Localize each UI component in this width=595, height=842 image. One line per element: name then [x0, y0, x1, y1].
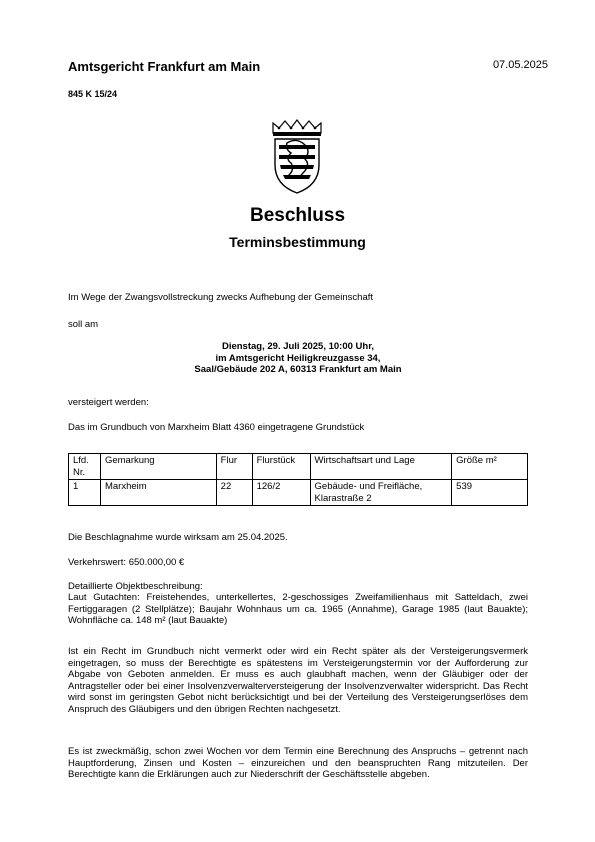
table-cell: 126/2: [252, 480, 310, 506]
file-number: 845 K 15/24: [68, 89, 118, 99]
table-cell: Gebäude- und Freifläche, Klarastraße 2: [310, 480, 452, 506]
rechte-paragraph: Ist ein Recht im Grundbuch nicht vermerkt oder wird ein Recht später als der Versteigerungsvermerk eingetragen, so muss der Berechtigte es spätestens im Versteigerungstermin vor der Aufforderung zur Abgabe von Geboten anmelden. Er muss es auch glaubhaft machen, wenn der Gläubiger oder der Antragsteller oder bei einer Insolvenzverwalterversteigerung der Insolvenzverwalter widerspricht. Das Recht wird sonst im geringsten Gebot nicht berücksichtigt und bei der Verteilung des Versteigerungserlöses dem Anspruch des Gläubigers und den übrigen Rechten nachgesetzt.: [68, 646, 528, 715]
appointment-date: Dienstag, 29. Juli 2025, 10:00 Uhr,: [221, 341, 375, 352]
soll-am-text: soll am: [68, 319, 99, 330]
column-header: Flur: [216, 454, 252, 480]
column-header: Gemarkung: [100, 454, 216, 480]
document-date: 07.05.2025: [492, 59, 548, 71]
column-header: Größe m²: [452, 454, 528, 480]
court-name: Amtsgericht Frankfurt am Main: [68, 59, 261, 74]
property-table: [68, 453, 528, 506]
zweckmaessig-paragraph: Es ist zweckmäßig, schon zwei Wochen vor dem Termin eine Berechnung des Anspruchs – getrennt nach Hauptforderung, Zinsen und Kosten – einzureichen und den beanspruchten Rang mitzuteilen. Der Berechtigte kann die Erklärungen auch zur Niederschrift der Geschäftsstelle abgeben.: [68, 746, 528, 780]
table-cell: 539: [452, 480, 528, 506]
column-header: Flurstück: [252, 454, 310, 480]
versteigert-text: versteigert werden:: [68, 397, 149, 408]
verkehrswert-text: Verkehrswert: 650.000,00 €: [68, 557, 185, 568]
column-header: Wirtschaftsart und Lage: [310, 454, 452, 480]
table-row: [69, 480, 528, 506]
appointment-room: Saal/Gebäude 202 A, 60313 Frankfurt am Main: [194, 364, 402, 375]
objekt-description: Laut Gutachten: Freistehendes, unterkellertes, 2-geschossiges Zweifamilienhaus mit Satteldach, zwei Fertiggaragen (2 Stellplätze); Baujahr Wohnhaus um ca. 1965 (Annahme), Garage 1985 (laut Bauakte); Wohnfläche ca. 148 m² (laut Bauakte): [68, 592, 528, 626]
appointment-block: [68, 341, 528, 376]
coat-of-arms-icon: [267, 119, 327, 195]
table-header-row: [69, 454, 528, 480]
table-cell: 22: [216, 480, 252, 506]
grundbuch-text: Das im Grundbuch von Marxheim Blatt 4360 eingetragene Grundstück: [68, 422, 365, 433]
beschlagnahme-text: Die Beschlagnahme wurde wirksam am 25.04.2025.: [68, 532, 288, 543]
document-title: Beschluss: [249, 205, 346, 226]
appointment-place: im Amtsgericht Heiligkreuzgasse 34,: [215, 352, 381, 364]
document-subtitle: Terminsbestimmung: [229, 234, 366, 250]
table-cell: 1: [69, 480, 101, 506]
intro-text: Im Wege der Zwangsvollstreckung zwecks Aufhebung der Gemeinschaft: [68, 292, 374, 303]
table-cell: Marxheim: [100, 480, 216, 506]
objekt-heading: Detaillierte Objektbeschreibung:: [68, 581, 203, 592]
column-header: Lfd. Nr.: [69, 454, 101, 480]
